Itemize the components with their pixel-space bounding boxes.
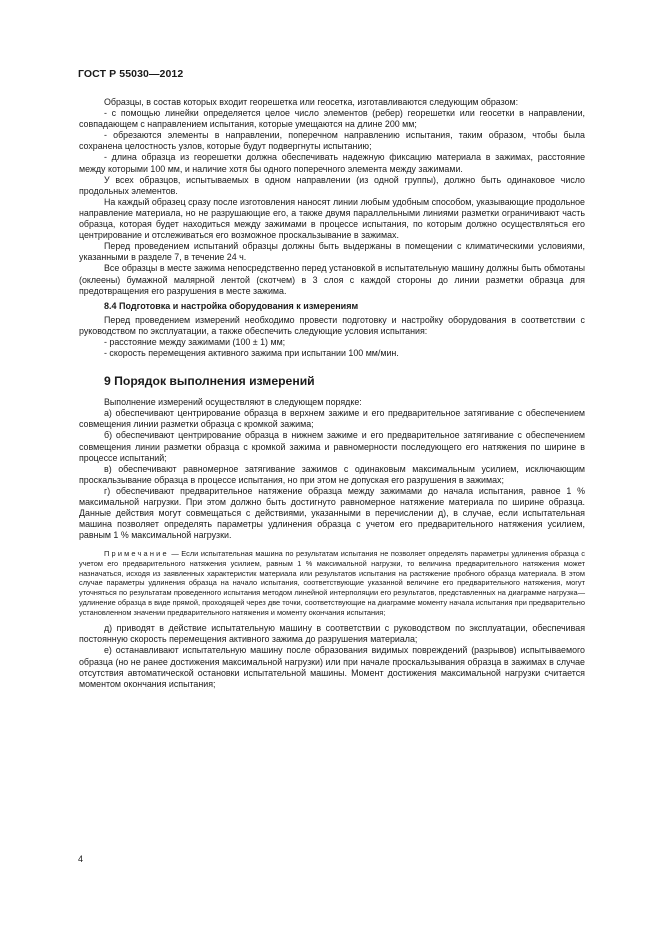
list-item: а) обеспечивают центрирование образца в верхнем зажиме и его предварительное затягивание с обеспечением совмещения линии разметки образца с кромкой зажима; <box>79 408 585 430</box>
paragraph: Выполнение измерений осуществляют в следующем порядке: <box>104 397 362 408</box>
list-item: - скорость перемещения активного зажима при испытании 100 мм/мин. <box>104 348 399 359</box>
list-item: е) останавливают испытательную машину после образования видимых повреждений (разрывов) испытываемого образца (но не ранее достижения максимальной нагрузки) или при начале проскальзывания образца в зажимах в случае отсутствия автоматической остановки испытательной машины. Момент достижения максимальной нагрузки считается моментом окончания испытания; <box>79 645 585 689</box>
subsection-heading: 8.4 Подготовка и настройка оборудования к измерениям <box>104 300 359 311</box>
section-heading: 9 Порядок выполнения измерений <box>104 374 315 389</box>
list-item: д) приводят в действие испытательную машину в соответствии с руководством по эксплуатации, обеспечивая постоянную скорость перемещения активного зажима до разрушения материала; <box>79 623 585 645</box>
list-item: в) обеспечивают равномерное затягивание зажимов с одинаковым максимальным усилием, исключающим проскальзывание образца в процессе испытания, но при этом не допуская его разрушения в зажимах; <box>79 463 585 485</box>
standard-header: ГОСТ Р 55030—2012 <box>78 68 184 80</box>
list-item: - с помощью линейки определяется целое число элементов (ребер) георешетки или геосетки в направлении, совпадающем с направлением испытания, которые умещаются на длине 200 мм; <box>79 108 585 130</box>
list-item: - длина образца из георешетки должна обеспечивать надежную фиксацию материала в зажимах, расстояние между которыми 100 мм, и наличие хотя бы одного поперечного элемента между зажимами. <box>79 152 585 174</box>
note-label: Примечание <box>104 549 169 559</box>
paragraph: Образцы, в состав которых входит георешетка или геосетка, изготавливаются следующим образом: <box>104 97 519 107</box>
paragraph: На каждый образец сразу после изготовления наносят линии любым удобным способом, указывающие продольное направление материала, но не разрушающие его, а также двумя параллельными линиями разметки ограничивают часть образца, которая будет находиться между зажимами в процессе испытания, по которым должно осуществляться его центрирование и отслеживаться его возможное проскальзывание в зажимах. <box>79 196 585 241</box>
list-item: - расстояние между зажимами (100 ± 1) мм; <box>104 336 286 347</box>
paragraph: Все образцы в месте зажима непосредственно перед установкой в испытательную машину должны быть обмотаны (оклеены) бумажной малярной лентой (скотчем) в 3 слоя с каждой стороны до линии разметки образца для предотвращения его разрушения в месте зажима. <box>79 263 585 296</box>
paragraph: Перед проведением испытаний образцы должны быть выдержаны в помещении с климатическими условиями, указанными в разделе 7, в течение 24 ч. <box>79 241 585 263</box>
paragraph: Перед проведением измерений необходимо провести подготовку и настройку оборудования в соответствии с руководством по эксплуатации, а также обеспечить следующие условия испытания: <box>79 314 585 336</box>
page-body <box>79 97 585 690</box>
page-number: 4 <box>78 854 84 864</box>
note <box>79 549 585 617</box>
list-item: г) обеспечивают предварительное натяжение образца между зажимами до начала испытания, равное 1 % максимальной нагрузки. При этом должно быть достигнуто равномерное натяжение материала по ширине образца. Данные действия могут совмещаться с действиями, указанными в перечислении д), в случае, если испытательная машина позволяет определять параметры удлинения образца с учетом его предварительного натяжения усилием, равным 1 % максимальной нагрузки. <box>79 485 585 541</box>
note-text: — Если испытательная машина по результатам испытания не позволяет определять параметры удлинения образца с учетом его предварительного натяжения усилием, равным 1 % максимальной нагрузки, то величина предварительного натяжения может назначаться, исходя из заявленных характеристик материала или результатов испытания на растяжение пробного образца материала. В этом случае параметры удлинения образца на начало испытания, соответствующие указанной величине его предварительного натяжения, могут уточняться по результатам проведенного испытания методом линейной интерполяции его результатов, представленных на диаграмме нагрузка—удлинение образца в виде прямой, проходящей через две точки, соответствующие на диаграмме моменту начала испытания при предварительно установленном значении предварительного натяжения и моменту окончания испытания; <box>79 549 585 617</box>
list-item: б) обеспечивают центрирование образца в нижнем зажиме и его предварительное затягивание с обеспечением совмещения линии разметки образца с кромкой зажима и равномерности последующего его натяжения по ширине в процессе испытаний; <box>79 430 585 463</box>
paragraph: У всех образцов, испытываемых в одном направлении (из одной группы), должно быть одинаковое число продольных элементов. <box>79 174 585 196</box>
list-item: - обрезаются элементы в направлении, поперечном направлению испытания, таким образом, чтобы была сохранена целостность узлов, которые будут подвергнуты испытанию; <box>79 130 585 152</box>
